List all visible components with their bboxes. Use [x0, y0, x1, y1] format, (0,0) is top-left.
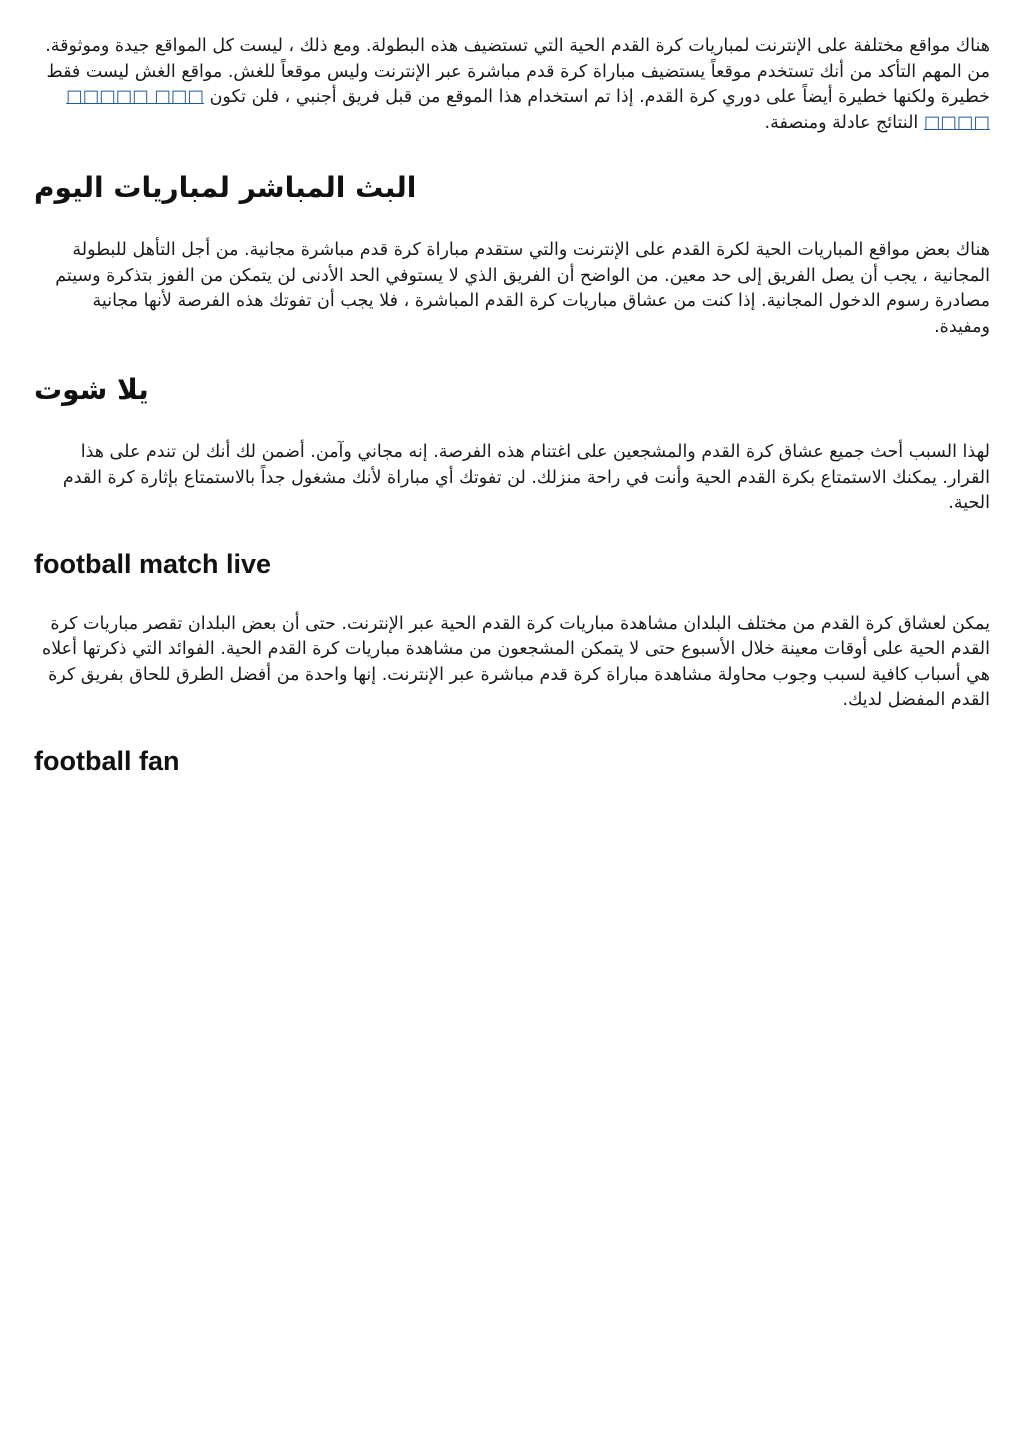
- paragraph-free-matches: هناك بعض مواقع المباريات الحية لكرة القدم على الإنترنت والتي ستقدم مباراة كرة قدم مباشرة مجانية. من أجل التأهل للبطولة المجانية ، يجب أن يصل الفريق إلى حد معين. من الواضح أن الفريق الذي لا يستوفي الحد الأدنى لن يتمكن من الفوز بتذكرة وسيتم مصادرة رسوم الدخول المجانية. إذا كنت من عشاق مباريات كرة القدم المباشرة ، فلا يجب أن تفوتك هذه الفرصة لأنها مجانية ومفيدة.: [55, 240, 990, 337]
- paragraph-call-to-fans: لهذا السبب أحث جميع عشاق كرة القدم والمشجعين على اغتنام هذه الفرصة. إنه مجاني وآمن. أضمن لك أنك لن تندم على هذا القرار. يمكنك الاستمتاع بكرة القدم الحية وأنت في راحة منزلك. لن تفوتك أي مباراة لأنك مشغول جداً بالاستمتاع بإثارة كرة القدم الحية.: [62, 442, 990, 513]
- section-heading-yalla-shoot: يلا شوت: [34, 373, 149, 406]
- document-page: [34, 34, 990, 778]
- paragraph-watch-online: يمكن لعشاق كرة القدم من مختلف البلدان مشاهدة مباريات كرة القدم الحية عبر الإنترنت. حتى أن بعض البلدان تقصر مباريات كرة القدم الحية على أوقات معينة خلال الأسبوع حتى لا يتمكن المشجعون من مشاهدة مباريات كرة القدم الحية. الفوائد التي ذكرتها أعلاه هي أسباب كافية لسبب وجوب محاولة مشاهدة مباراة كرة قدم مباشرة عبر الإنترنت. إنها واحدة من أفضل الطرق للحاق بفريق كرة القدم المفضل لديك.: [42, 613, 990, 710]
- intro-text-after-link: النتائج عادلة ومنصفة.: [764, 112, 919, 133]
- inline-link[interactable]: □□□ □□□□□ □□□□: [66, 87, 990, 133]
- intro-paragraph: [34, 34, 990, 136]
- section-heading-live-broadcast: البث المباشر لمباريات اليوم: [34, 171, 417, 204]
- intro-text-before-link: هناك مواقع مختلفة على الإنترنت لمباريات كرة القدم الحية التي تستضيف هذه البطولة. ومع ذلك ، ليست كل المواقع جيدة وموثوقة. من المهم التأكد من أنك تستخدم موقعاً يستضيف مباراة كرة قدم مباشرة عبر الإنترنت وليس موقعاً للغش. مواقع الغش ليست فقط خطيرة ولكنها خطيرة أيضاً على دوري كرة القدم. إذا تم استخدام هذا الموقع من قبل فريق أجنبي ، فلن تكون: [45, 36, 990, 107]
- section-heading-football-fan: football fan: [34, 745, 180, 776]
- section-heading-football-match-live: football match live: [34, 548, 272, 579]
